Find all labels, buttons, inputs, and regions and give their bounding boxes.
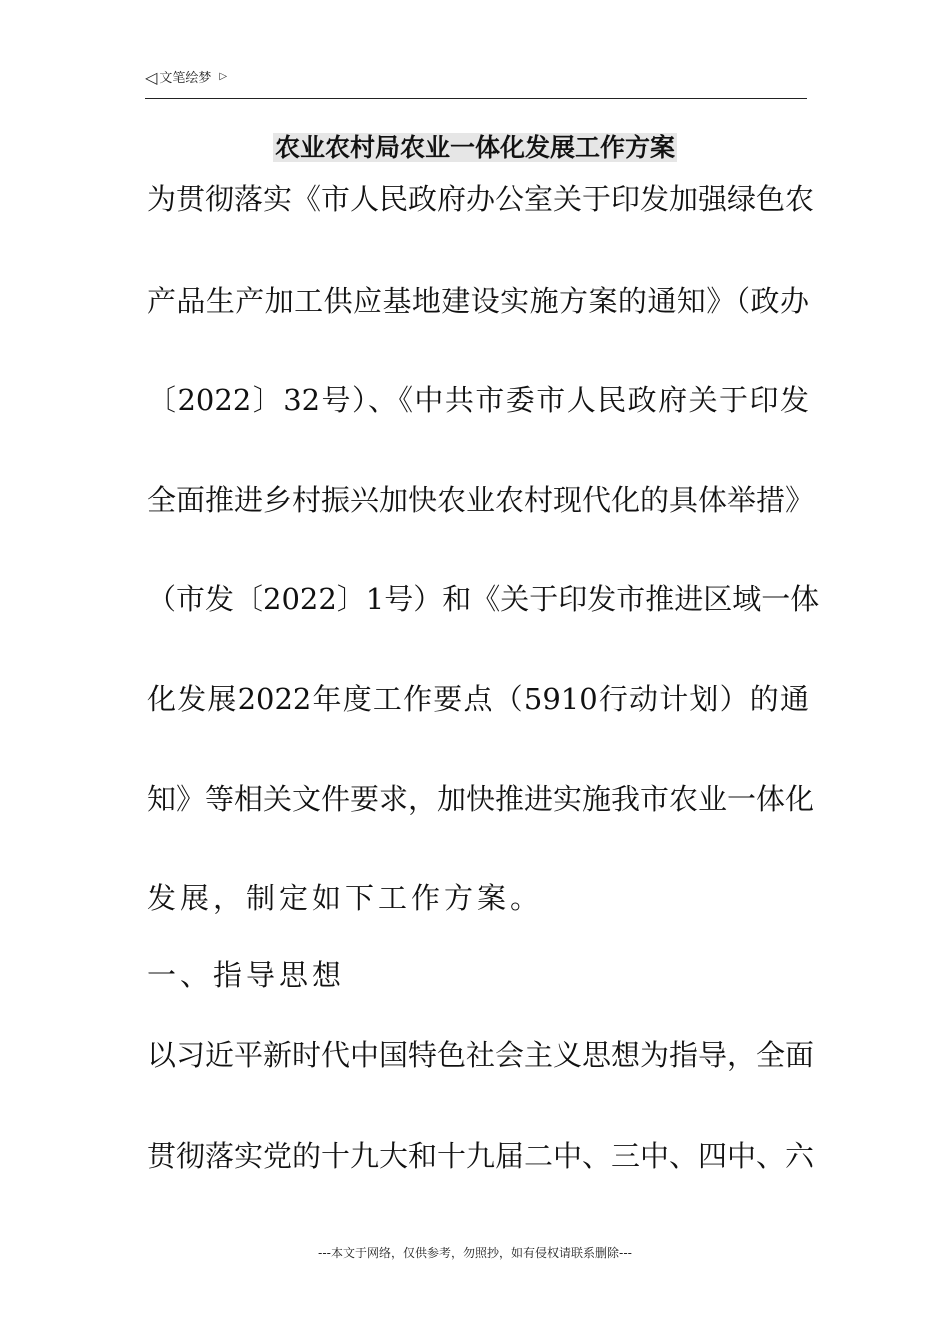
paragraph-line: 知》等相关文件要求，加快推进实施我市农业一体化 <box>147 782 815 816</box>
document-title <box>0 131 950 165</box>
paragraph-line: 化发展2022年度工作要点（5910行动计划）的通 <box>147 682 809 716</box>
triangle-left-icon: ◁ <box>145 68 158 87</box>
paragraph-line: 〔2022〕32号）、《中共市委市人民政府关于印发 <box>147 383 809 417</box>
section-heading: 一、指导思想 <box>147 958 346 992</box>
paragraph-line: （市发〔2022〕1号）和《关于印发市推进区域一体 <box>147 582 820 616</box>
document-title-text: 农业农村局农业一体化发展工作方案 <box>274 133 675 162</box>
paragraph-line: 全面推进乡村振兴加快农业农村现代化的具体举措》 <box>147 483 815 517</box>
paragraph-line: 发展，制定如下工作方案。 <box>147 881 544 915</box>
brand-label: 文笔绘梦 <box>159 71 212 86</box>
paragraph-line: 产品生产加工供应基地建设实施方案的通知》（政办 <box>147 284 809 318</box>
paragraph-line: 贯彻落实党的十九大和十九届二中、三中、四中、六 <box>147 1139 815 1173</box>
page-header <box>145 70 807 99</box>
triangle-right-icon: ▷ <box>219 71 228 82</box>
footer-notice: ---本文于网络，仅供参考，勿照抄，如有侵权请联系删除--- <box>318 1246 632 1260</box>
paragraph-line: 为贯彻落实《市人民政府办公室关于印发加强绿色农 <box>147 182 815 216</box>
paragraph-line: 以习近平新时代中国特色社会主义思想为指导，全面 <box>147 1038 815 1072</box>
